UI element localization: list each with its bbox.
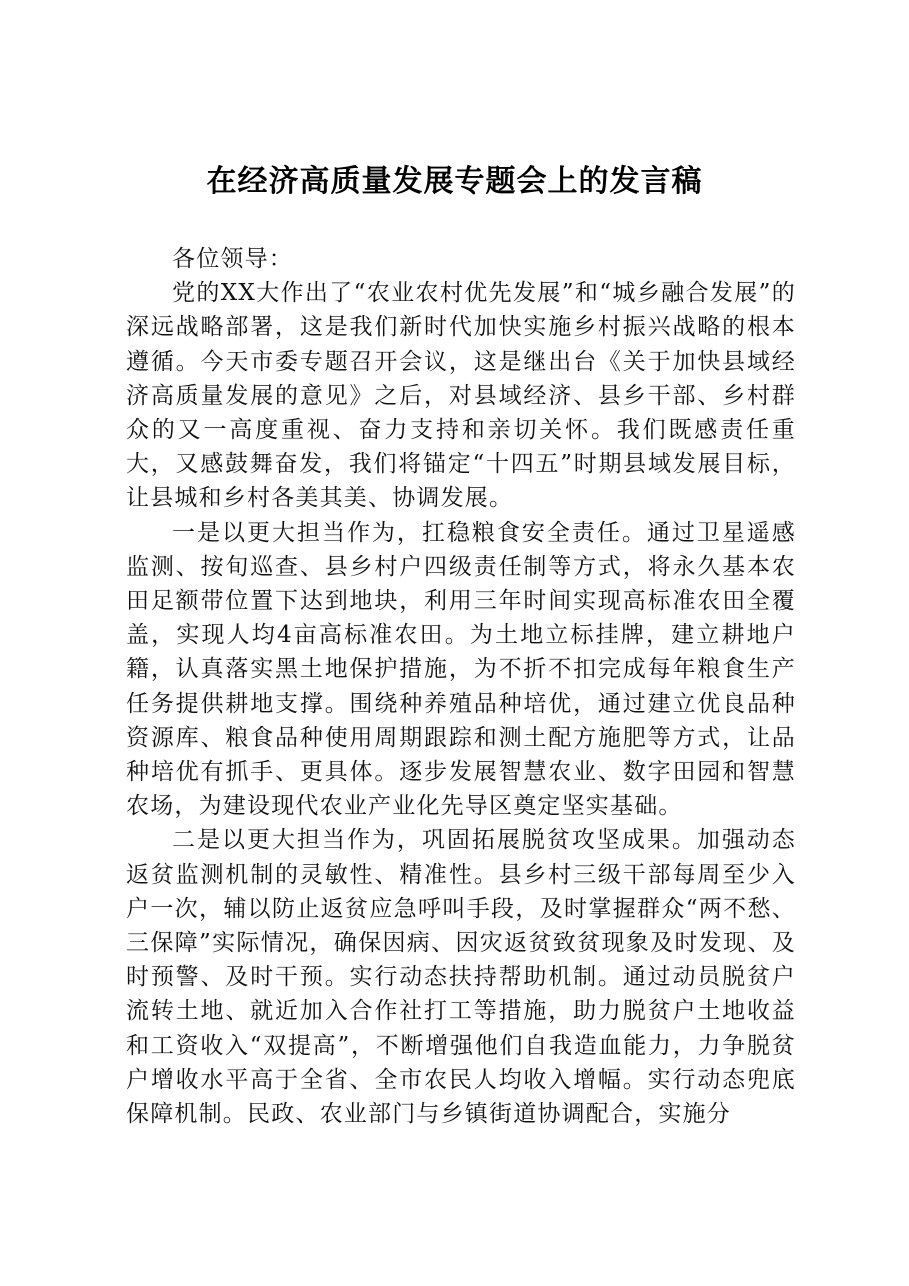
- paragraph-intro: 党的XX大作出了“农业农村优先发展”和“城乡融合发展”的深远战略部署，这是我们新时代加快实施乡村振兴战略的根本遵循。今天市委专题召开会议，这是继出台《关于加快县域经济高质量发展的意见》之后，对县域经济、县乡干部、乡村群众的又一高度重视、奋力支持和亲切关怀。我们既感责任重大，又感鼓舞奋发，我们将锚定“十四五”时期县域发展目标，让县城和乡村各美其美、协调发展。: [126, 280, 796, 512]
- document-body: [126, 242, 796, 1131]
- paragraph-poverty-alleviation: 二是以更大担当作为，巩固拓展脱贫攻坚成果。加强动态返贫监测机制的灵敏性、精准性。县乡村三级干部每周至少入户一次，辅以防止返贫应急呼叫手段，及时掌握群众“两不愁、三保障”实际情况，确保因病、因灾返贫致贫现象及时发现、及时预警、及时干预。实行动态扶持帮助机制。通过动员脱贫户流转土地、就近加入合作社打工等措施，助力脱贫户土地收益和工资收入“双提高”，不断增强他们自我造血能力，力争脱贫户增收水平高于全省、全市农民人均收入增幅。实行动态兜底保障机制。民政、农业部门与乡镇街道协调配合，实施分: [126, 827, 796, 1128]
- document-title: 在经济高质量发展专题会上的发言稿: [206, 164, 703, 199]
- greeting: 各位领导：: [172, 246, 293, 272]
- paragraph-grain-security: 一是以更大担当作为，扛稳粮食安全责任。通过卫星遥感监测、按旬巡查、县乡村户四级责任制等方式，将永久基本农田足额带位置下达到地块，利用三年时间实现高标准农田全覆盖，实现人均4亩高标准农田。为土地立标挂牌，建立耕地户籍，认真落实黑土地保护措施，为不折不扣完成每年粮食生产任务提供耕地支撑。围绕种养殖品种培优，通过建立优良品种资源库、粮食品种使用周期跟踪和测土配方施肥等方式，让品种培优有抓手、更具体。逐步发展智慧农业、数字田园和智慧农场，为建设现代农业产业化先导区奠定坚实基础。: [126, 519, 796, 820]
